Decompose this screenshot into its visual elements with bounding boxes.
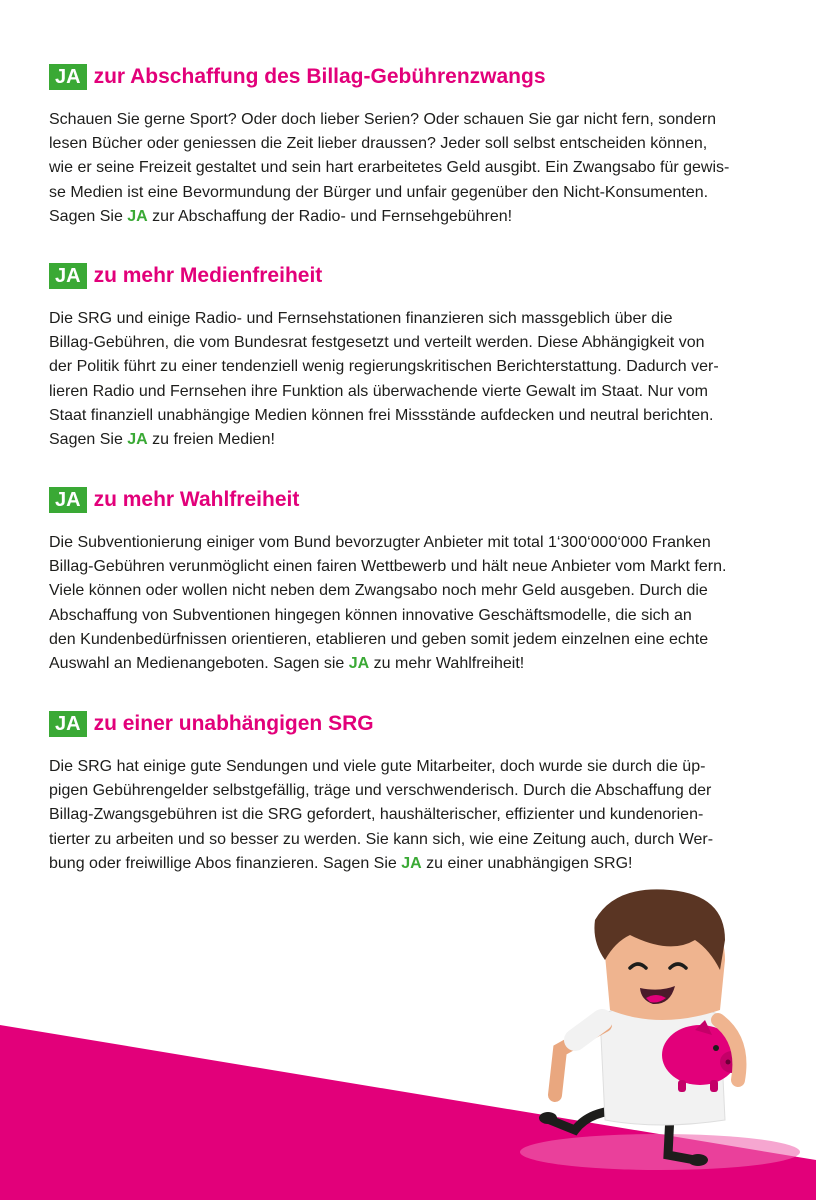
- body-line: Billag-Gebühren verunmöglicht einen fairen Wettbewerb und hält neue Anbieter vom Markt fern.: [49, 558, 727, 576]
- heading-text: zu mehr Medienfreiheit: [93, 264, 323, 287]
- heading-text: zu mehr Wahlfreiheit: [93, 488, 300, 511]
- body-line: den Kundenbedürfnissen orientieren, etablieren und geben somit jedem einzelnen eine echte: [49, 630, 709, 648]
- ja-badge: JA: [49, 64, 87, 90]
- right-shoe: [688, 1154, 708, 1166]
- piggy-eye: [713, 1045, 719, 1051]
- body-line: der Politik führt zu einer tendenziell wenig regierungskritischen Berichterstattung. Dadurch ver-: [49, 358, 719, 376]
- body-line: Billag-Gebühren, die vom Bundesrat festgesetzt und verteilt werden. Diese Abhängigkeit von: [49, 334, 705, 352]
- section-heading: [49, 261, 767, 291]
- body-line: tierter zu arbeiten und so besser zu werden. Sie kann sich, wie eine Zeitung auch, durch Wer-: [49, 830, 714, 848]
- body-line: lieren Radio und Fernsehen ihre Funktion als überwachende vierte Gewalt im Staat. Nur vom: [49, 382, 708, 400]
- ja-highlight: JA: [127, 207, 148, 225]
- shadow-ellipse: [520, 1134, 800, 1170]
- closing-line: Auswahl an Medienangeboten. Sagen sie JA zu mehr Wahlfreiheit!: [49, 655, 525, 673]
- heading-text: zur Abschaffung des Billag-Gebührenzwangs: [93, 65, 546, 88]
- section-heading: [49, 485, 767, 515]
- section-heading: [49, 709, 767, 739]
- section-billag-abolition: [49, 62, 767, 229]
- left-sleeve: [575, 1020, 602, 1040]
- body-line: Viele können oder wollen nicht neben dem Zwangsabo noch mehr Geld ausgeben. Durch die: [49, 582, 708, 600]
- ja-highlight: JA: [348, 655, 370, 673]
- ja-badge: JA: [49, 711, 87, 737]
- body-line: Staat finanziell unabhängige Medien können frei Missstände aufdecken und neutral berichten.: [49, 406, 714, 424]
- section-freedom-of-choice: [49, 485, 767, 676]
- body-line: lesen Bücher oder geniessen die Zeit lieber draussen? Jeder soll selbst entscheiden können,: [49, 135, 708, 153]
- body-line: Billag-Zwangsgebühren ist die SRG gefordert, haushälterischer, effizienter und kundenorien-: [49, 806, 704, 824]
- section-body: [49, 307, 767, 452]
- section-body: [49, 755, 767, 876]
- ja-highlight: JA: [127, 431, 148, 449]
- heading-text: zu einer unabhängigen SRG: [93, 712, 374, 735]
- section-body: [49, 531, 767, 676]
- section-body: [49, 108, 767, 229]
- section-media-freedom: [49, 261, 767, 452]
- section-independent-srg: [49, 709, 767, 876]
- ja-badge: JA: [49, 263, 87, 289]
- ja-highlight: JA: [401, 854, 422, 872]
- body-line: Schauen Sie gerne Sport? Oder doch lieber Serien? Oder schauen Sie gar nicht fern, sondern: [49, 111, 717, 128]
- body-line: pigen Gebührengelder selbstgefällig, träge und verschwenderisch. Durch die Abschaffung der: [49, 782, 712, 800]
- closing-line: bung oder freiwillige Abos finanzieren. Sagen Sie JA zu einer unabhängigen SRG!: [49, 854, 633, 872]
- body-line: Abschaffung von Subventionen hingegen können innovative Geschäftsmodelle, die sich an: [49, 606, 692, 624]
- closing-line: Sagen Sie JA zur Abschaffung der Radio- und Fernsehgebühren!: [49, 207, 513, 225]
- section-heading: [49, 62, 767, 92]
- cartoon-man-with-piggy-bank-illustration: [520, 880, 810, 1200]
- body-line: se Medien ist eine Bevormundung der Bürger und unfair gegenüber den Nicht-Konsumenten.: [49, 183, 709, 201]
- closing-line: Sagen Sie JA zu freien Medien!: [49, 431, 275, 449]
- body-line: wie er seine Freizeit gestaltet und sein hart erarbeitetes Geld ausgibt. Ein Zwangsabo für gewis-: [49, 159, 730, 177]
- body-line: Die SRG hat einige gute Sendungen und viele gute Mitarbeiter, doch wurde sie durch die üp-: [49, 758, 706, 775]
- body-line: Die Subventionierung einiger vom Bund bevorzugter Anbieter mit total 1‘300‘000‘000 Franken: [49, 534, 711, 551]
- left-shoe: [539, 1112, 557, 1124]
- ja-badge: JA: [49, 487, 87, 513]
- body-line: Die SRG und einige Radio- und Fernsehstationen finanzieren sich massgeblich über die: [49, 310, 673, 327]
